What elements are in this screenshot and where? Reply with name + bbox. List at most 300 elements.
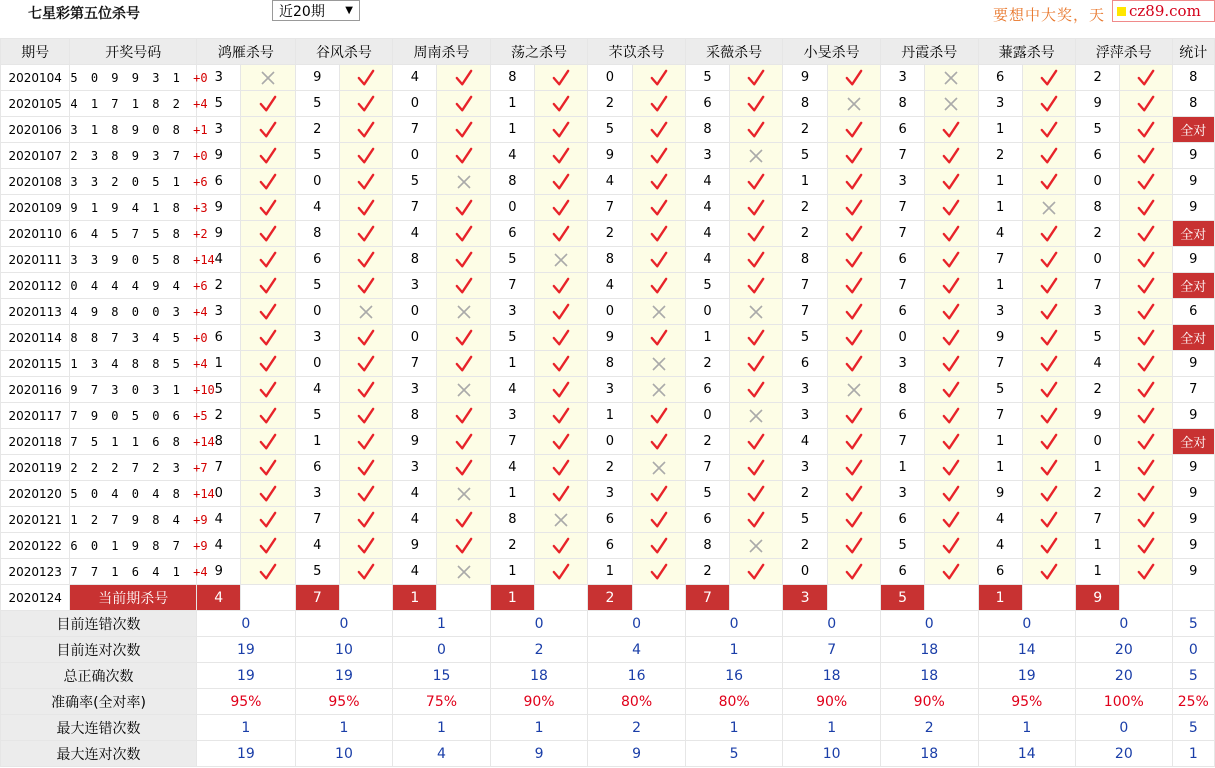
kill-number: 2 [783, 117, 827, 143]
kill-number: 5 [197, 377, 241, 403]
summary-value: 100% [1076, 689, 1173, 715]
summary-value: 19 [197, 637, 296, 663]
kill-number: 8 [880, 377, 924, 403]
summary-value: 20 [1076, 741, 1173, 767]
kill-number: 4 [490, 455, 534, 481]
draw-numbers [70, 559, 208, 585]
check-icon [1120, 533, 1172, 559]
kill-number: 4 [588, 273, 632, 299]
check-icon [1120, 195, 1172, 221]
summary-label: 最大连错次数 [1, 715, 197, 741]
check-icon [730, 377, 783, 403]
summary-value: 9 [588, 741, 686, 767]
check-icon [1022, 325, 1075, 351]
check-icon [339, 117, 392, 143]
table-row [1, 325, 1215, 351]
check-icon [1120, 91, 1172, 117]
kill-number: 7 [880, 273, 924, 299]
check-icon [1022, 559, 1075, 585]
draw-numbers [70, 273, 208, 299]
summary-value: 90% [783, 689, 881, 715]
kill-number: 3 [880, 351, 924, 377]
kill-number: 0 [685, 299, 729, 325]
kill-number: 3 [588, 377, 632, 403]
issue-number: 2020104 [1, 65, 70, 91]
summary-value: 20 [1076, 637, 1173, 663]
check-icon [1120, 273, 1172, 299]
kill-number: 7 [783, 299, 827, 325]
issue-number: 2020113 [1, 299, 70, 325]
kill-number: 4 [978, 533, 1022, 559]
summary-value: 19 [978, 663, 1076, 689]
current-kill-number: 2 [588, 585, 632, 611]
check-icon [1022, 351, 1075, 377]
summary-value: 95% [978, 689, 1076, 715]
draw-digits: 3 3 2 0 5 1 [70, 174, 194, 189]
check-icon [1022, 299, 1075, 325]
kill-number: 7 [685, 455, 729, 481]
kill-number: 0 [393, 91, 437, 117]
summary-row [1, 611, 1215, 637]
check-icon [339, 221, 392, 247]
check-icon [535, 351, 588, 377]
kill-number: 2 [295, 117, 339, 143]
check-icon [241, 455, 295, 481]
cross-icon [437, 559, 490, 585]
summary-value: 1 [685, 715, 783, 741]
check-icon [1120, 403, 1172, 429]
draw-numbers [70, 377, 215, 403]
kill-number: 3 [393, 273, 437, 299]
kill-number: 5 [588, 117, 632, 143]
draw-digits: 4 1 7 1 8 2 [70, 96, 194, 111]
check-icon [241, 169, 295, 195]
row-stat: 全对 [1172, 221, 1214, 247]
table-row [1, 221, 1215, 247]
summary-value: 0 [1076, 611, 1173, 637]
check-icon [535, 221, 588, 247]
kill-number: 4 [588, 169, 632, 195]
summary-value: 18 [490, 663, 588, 689]
summary-value: 0 [588, 611, 686, 637]
summary-value: 1 [197, 715, 296, 741]
summary-label: 目前连错次数 [1, 611, 197, 637]
kill-number: 0 [783, 559, 827, 585]
check-icon [1022, 221, 1075, 247]
kill-number: 7 [1076, 507, 1120, 533]
check-icon [535, 403, 588, 429]
kill-number: 4 [685, 221, 729, 247]
draw-numbers [70, 195, 208, 221]
check-icon [339, 507, 392, 533]
cross-icon [827, 91, 880, 117]
draw-bonus: +9 [193, 512, 208, 527]
current-empty [925, 585, 978, 611]
draw-digits: 5 0 9 9 3 1 [70, 70, 194, 85]
summary-value: 19 [197, 741, 296, 767]
period-select[interactable] [272, 0, 360, 21]
check-icon [827, 507, 880, 533]
check-icon [339, 429, 392, 455]
kill-number: 4 [197, 247, 241, 273]
check-icon [925, 429, 978, 455]
check-icon [730, 65, 783, 91]
cross-icon [632, 351, 685, 377]
issue-number: 2020106 [1, 117, 70, 143]
draw-digits: 7 5 1 1 6 8 [70, 434, 194, 449]
row-stat: 9 [1172, 195, 1214, 221]
issue-number: 2020122 [1, 533, 70, 559]
check-icon [632, 403, 685, 429]
check-icon [535, 481, 588, 507]
check-icon [339, 481, 392, 507]
kill-number: 8 [1076, 195, 1120, 221]
check-icon [827, 481, 880, 507]
current-row [1, 585, 1215, 611]
check-icon [535, 117, 588, 143]
check-icon [925, 195, 978, 221]
kill-number: 5 [783, 143, 827, 169]
draw-bonus: +14 [193, 434, 215, 449]
check-icon [339, 195, 392, 221]
row-stat: 全对 [1172, 117, 1214, 143]
kill-number: 1 [685, 325, 729, 351]
row-stat: 8 [1172, 65, 1214, 91]
current-empty [827, 585, 880, 611]
check-icon [1022, 91, 1075, 117]
kill-number: 2 [685, 429, 729, 455]
draw-digits: 1 2 7 9 8 4 [70, 512, 194, 527]
check-icon [437, 117, 490, 143]
issue-number: 2020109 [1, 195, 70, 221]
summary-value: 1 [393, 715, 491, 741]
draw-numbers [70, 325, 208, 351]
draw-bonus: +4 [193, 96, 208, 111]
col-expert: 小旻杀号 [783, 39, 881, 65]
kill-number: 6 [685, 507, 729, 533]
summary-value: 0 [783, 611, 881, 637]
kill-number: 1 [978, 273, 1022, 299]
kill-number: 4 [393, 65, 437, 91]
check-icon [730, 195, 783, 221]
summary-value: 7 [783, 637, 881, 663]
kill-number: 6 [685, 377, 729, 403]
kill-number: 6 [978, 559, 1022, 585]
kill-number: 4 [197, 507, 241, 533]
kill-number: 9 [197, 559, 241, 585]
kill-number: 1 [978, 195, 1022, 221]
check-icon [1120, 117, 1172, 143]
kill-number: 3 [588, 481, 632, 507]
kill-number: 5 [295, 559, 339, 585]
table-row [1, 143, 1215, 169]
check-icon [339, 169, 392, 195]
table-row [1, 455, 1215, 481]
table-row [1, 195, 1215, 221]
header-row [1, 39, 1215, 65]
check-icon [1022, 169, 1075, 195]
check-icon [241, 325, 295, 351]
summary-value: 20 [1076, 663, 1173, 689]
check-icon [241, 143, 295, 169]
kill-number: 7 [393, 195, 437, 221]
row-stat: 9 [1172, 481, 1214, 507]
kill-number: 7 [880, 221, 924, 247]
kill-number: 3 [490, 403, 534, 429]
row-stat: 9 [1172, 351, 1214, 377]
check-icon [827, 273, 880, 299]
check-icon [827, 221, 880, 247]
summary-value: 0 [880, 611, 978, 637]
period-select-value: 近20期 [279, 3, 325, 20]
draw-digits: 0 4 4 4 9 4 [70, 278, 194, 293]
current-empty [1022, 585, 1075, 611]
kill-number: 5 [1076, 117, 1120, 143]
kill-number: 9 [783, 65, 827, 91]
kill-number: 5 [295, 273, 339, 299]
check-icon [632, 247, 685, 273]
cross-icon [730, 299, 783, 325]
summary-value: 0 [1076, 715, 1173, 741]
row-stat: 9 [1172, 559, 1214, 585]
check-icon [1022, 65, 1075, 91]
cross-icon [730, 143, 783, 169]
kill-number: 7 [490, 429, 534, 455]
kill-number: 4 [685, 247, 729, 273]
check-icon [730, 429, 783, 455]
summary-value: 5 [685, 741, 783, 767]
kill-number: 1 [880, 455, 924, 481]
check-icon [632, 559, 685, 585]
check-icon [632, 533, 685, 559]
kill-number: 0 [197, 481, 241, 507]
summary-value: 15 [393, 663, 491, 689]
summary-value: 0 [197, 611, 296, 637]
kill-number: 4 [295, 377, 339, 403]
kill-number: 7 [783, 273, 827, 299]
check-icon [1022, 403, 1075, 429]
check-icon [339, 403, 392, 429]
table-row [1, 91, 1215, 117]
kill-number: 4 [685, 169, 729, 195]
check-icon [339, 351, 392, 377]
kill-number: 1 [978, 455, 1022, 481]
issue-number: 2020121 [1, 507, 70, 533]
current-kill-number: 7 [685, 585, 729, 611]
kill-number: 0 [685, 403, 729, 429]
kill-number: 9 [978, 481, 1022, 507]
check-icon [241, 377, 295, 403]
row-stat: 全对 [1172, 273, 1214, 299]
check-icon [241, 351, 295, 377]
check-icon [437, 533, 490, 559]
summary-value: 95% [197, 689, 296, 715]
kill-number: 6 [685, 91, 729, 117]
check-icon [925, 533, 978, 559]
check-icon [339, 455, 392, 481]
kill-number: 8 [197, 429, 241, 455]
check-icon [535, 65, 588, 91]
draw-digits: 5 0 4 0 4 8 [70, 486, 194, 501]
summary-value: 9 [490, 741, 588, 767]
issue-number: 2020118 [1, 429, 70, 455]
col-issue: 期号 [1, 39, 70, 65]
summary-value: 4 [588, 637, 686, 663]
table-row [1, 65, 1215, 91]
check-icon [730, 273, 783, 299]
col-expert: 芣苡杀号 [588, 39, 686, 65]
check-icon [339, 377, 392, 403]
check-icon [632, 325, 685, 351]
kill-number: 5 [685, 273, 729, 299]
kill-number: 0 [588, 429, 632, 455]
kill-number: 8 [783, 91, 827, 117]
kill-number: 2 [783, 195, 827, 221]
table-row [1, 299, 1215, 325]
kill-number: 0 [393, 143, 437, 169]
check-icon [925, 325, 978, 351]
check-icon [730, 247, 783, 273]
kill-number: 5 [295, 403, 339, 429]
draw-numbers [70, 351, 208, 377]
check-icon [241, 481, 295, 507]
summary-label: 目前连对次数 [1, 637, 197, 663]
kill-number: 0 [490, 195, 534, 221]
check-icon [730, 91, 783, 117]
kill-number: 1 [295, 429, 339, 455]
kill-number: 5 [295, 143, 339, 169]
summary-value: 80% [685, 689, 783, 715]
kill-number: 7 [393, 351, 437, 377]
kill-number: 0 [393, 325, 437, 351]
summary-stat: 5 [1172, 715, 1214, 741]
check-icon [925, 143, 978, 169]
draw-bonus: +14 [193, 486, 215, 501]
issue-number: 2020116 [1, 377, 70, 403]
check-icon [827, 559, 880, 585]
check-icon [730, 221, 783, 247]
site-link[interactable] [1112, 0, 1215, 22]
check-icon [730, 481, 783, 507]
cross-icon [437, 481, 490, 507]
kill-number: 5 [393, 169, 437, 195]
summary-label: 总正确次数 [1, 663, 197, 689]
kill-number: 8 [685, 117, 729, 143]
check-icon [632, 195, 685, 221]
kill-number: 3 [783, 455, 827, 481]
check-icon [827, 169, 880, 195]
kill-number-table [0, 38, 1215, 767]
check-icon [437, 325, 490, 351]
kill-number: 5 [1076, 325, 1120, 351]
col-expert: 鸿雁杀号 [197, 39, 296, 65]
check-icon [535, 91, 588, 117]
check-icon [925, 169, 978, 195]
kill-number: 7 [1076, 273, 1120, 299]
draw-bonus: +14 [193, 252, 215, 267]
summary-value: 14 [978, 741, 1076, 767]
current-empty [437, 585, 490, 611]
col-expert: 浮萍杀号 [1076, 39, 1173, 65]
table-row [1, 377, 1215, 403]
kill-number: 3 [978, 299, 1022, 325]
check-icon [1022, 455, 1075, 481]
draw-numbers [70, 221, 208, 247]
current-empty [339, 585, 392, 611]
site-link-label: cz89.com [1129, 2, 1201, 20]
check-icon [535, 169, 588, 195]
summary-value: 18 [880, 741, 978, 767]
check-icon [339, 273, 392, 299]
draw-digits: 2 3 8 9 3 7 [70, 148, 194, 163]
kill-number: 4 [295, 533, 339, 559]
kill-number: 1 [1076, 455, 1120, 481]
kill-number: 5 [880, 533, 924, 559]
draw-bonus: +6 [193, 174, 208, 189]
summary-value: 2 [588, 715, 686, 741]
kill-number: 2 [1076, 65, 1120, 91]
draw-bonus: +4 [193, 356, 208, 371]
kill-number: 7 [978, 351, 1022, 377]
summary-value: 2 [490, 637, 588, 663]
current-kill-number: 4 [197, 585, 241, 611]
check-icon [339, 143, 392, 169]
check-icon [632, 481, 685, 507]
check-icon [925, 273, 978, 299]
row-stat: 9 [1172, 533, 1214, 559]
kill-number: 3 [783, 403, 827, 429]
check-icon [827, 195, 880, 221]
row-stat: 9 [1172, 455, 1214, 481]
kill-number: 9 [197, 195, 241, 221]
row-stat: 9 [1172, 247, 1214, 273]
summary-row [1, 715, 1215, 741]
kill-number: 3 [295, 325, 339, 351]
kill-number: 3 [197, 117, 241, 143]
draw-digits: 9 7 3 0 3 1 [70, 382, 194, 397]
cross-icon [730, 403, 783, 429]
issue-number: 2020111 [1, 247, 70, 273]
check-icon [827, 143, 880, 169]
kill-number: 3 [393, 455, 437, 481]
check-icon [241, 507, 295, 533]
check-icon [632, 117, 685, 143]
check-icon [1022, 377, 1075, 403]
kill-number: 3 [783, 377, 827, 403]
check-icon [1120, 299, 1172, 325]
kill-number: 9 [588, 143, 632, 169]
check-icon [925, 351, 978, 377]
issue-number: 2020120 [1, 481, 70, 507]
check-icon [1120, 169, 1172, 195]
summary-stat: 5 [1172, 663, 1214, 689]
draw-bonus: +4 [193, 304, 208, 319]
kill-number: 3 [490, 299, 534, 325]
kill-number: 5 [295, 91, 339, 117]
kill-number: 3 [1076, 299, 1120, 325]
check-icon [1022, 533, 1075, 559]
kill-number: 9 [1076, 91, 1120, 117]
kill-number: 6 [880, 507, 924, 533]
kill-number: 3 [880, 65, 924, 91]
kill-number: 7 [978, 247, 1022, 273]
check-icon [241, 403, 295, 429]
summary-value: 19 [197, 663, 296, 689]
kill-number: 5 [783, 325, 827, 351]
kill-number: 4 [978, 221, 1022, 247]
draw-bonus: +0 [193, 70, 208, 85]
check-icon [827, 299, 880, 325]
